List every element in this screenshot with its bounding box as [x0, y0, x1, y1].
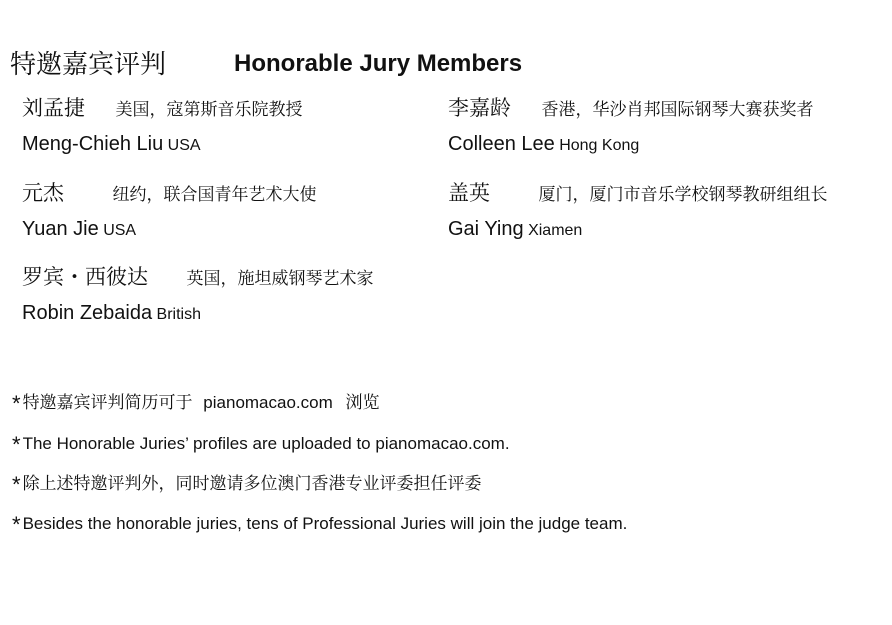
- jury-name-chinese: 李嘉龄: [448, 96, 511, 120]
- asterisk-bullet: *: [12, 472, 21, 497]
- note-professional-chinese: [12, 469, 482, 498]
- jury-name-chinese: 元杰: [22, 181, 64, 205]
- page-title-english: Honorable Jury Members: [234, 50, 523, 77]
- note-text-suffix: 浏览: [345, 393, 380, 413]
- jury-member-gai: [448, 177, 827, 207]
- note-professional-english: [12, 512, 627, 538]
- jury-country: USA: [167, 137, 201, 154]
- jury-name-english: Meng-Chieh Liu: [22, 133, 164, 155]
- jury-name-english: Gai Ying: [448, 218, 524, 240]
- jury-description: 美国，寇第斯音乐院教授: [115, 100, 303, 120]
- website-text: pianomacao.com: [203, 393, 333, 412]
- jury-name-chinese: 刘孟捷: [22, 96, 85, 120]
- jury-member-yuan: [22, 177, 316, 207]
- page-title-chinese: 特邀嘉宾评判: [10, 50, 167, 80]
- note-profiles-chinese: [12, 388, 380, 417]
- note-text: 特邀嘉宾评判简历可于: [22, 393, 193, 413]
- jury-member-liu-english: [22, 133, 201, 156]
- jury-member-gai-english: [448, 218, 582, 241]
- jury-member-lee: [448, 92, 813, 122]
- jury-country: USA: [103, 222, 137, 239]
- jury-member-lee-english: [448, 133, 639, 156]
- jury-name-english: Colleen Lee: [448, 133, 555, 155]
- jury-country: Hong Kong: [559, 137, 640, 154]
- jury-name-english: Yuan Jie: [22, 218, 99, 240]
- jury-member-zebaida: [22, 261, 373, 291]
- note-text: Besides the honorable juries, tens of Professional Juries will join the judge team.: [22, 514, 628, 533]
- jury-description: 英国，施坦威钢琴艺术家: [186, 269, 374, 289]
- jury-name-chinese: 盖英: [448, 181, 490, 205]
- asterisk-bullet: *: [12, 432, 21, 457]
- note-text: The Honorable Juries’ profiles are uploaded to pianomacao.com.: [22, 434, 510, 453]
- jury-member-zebaida-english: [22, 302, 201, 325]
- jury-name-chinese: 罗宾・西彼达: [22, 265, 148, 289]
- jury-country: Xiamen: [528, 222, 583, 239]
- jury-member-liu: [22, 92, 302, 122]
- asterisk-bullet: *: [12, 512, 21, 537]
- jury-description: 纽约，联合国青年艺术大使: [112, 185, 317, 205]
- jury-description: 香港，华沙肖邦国际钢琴大赛获奖者: [541, 100, 814, 120]
- jury-description: 厦门，厦门市音乐学校钢琴教研组组长: [538, 185, 828, 205]
- note-text: 除上述特邀评判外，同时邀请多位澳门香港专业评委担任评委: [22, 474, 482, 494]
- jury-name-english: Robin Zebaida: [22, 302, 153, 324]
- jury-member-yuan-english: [22, 218, 136, 241]
- jury-country: British: [156, 306, 201, 323]
- asterisk-bullet: *: [12, 391, 21, 416]
- note-profiles-english: [12, 432, 510, 458]
